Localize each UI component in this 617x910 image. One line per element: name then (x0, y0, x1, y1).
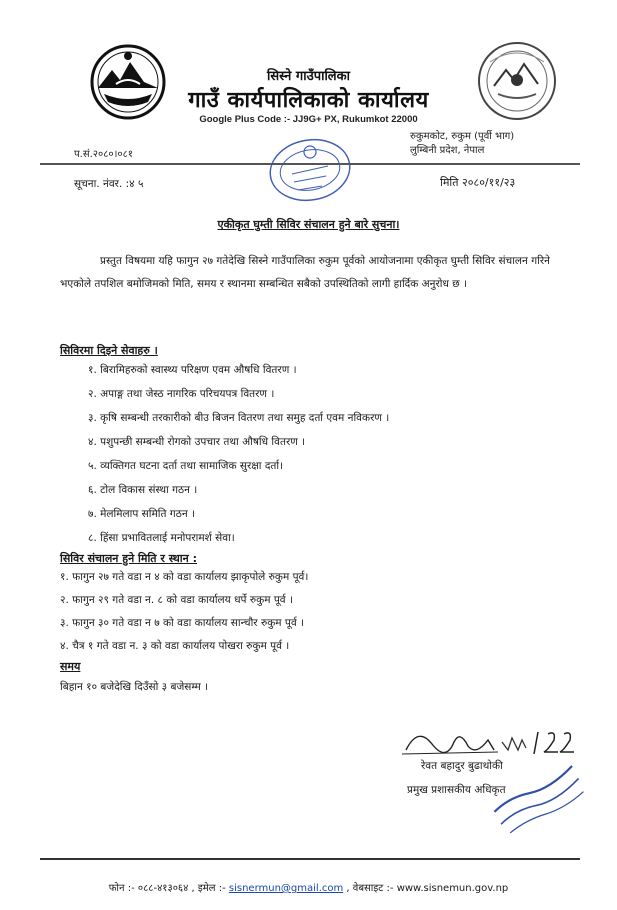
service-item: ७. मेलमिलाप समिति गठन । (88, 508, 195, 520)
service-item: ३. कृषि सम्बन्धी तरकारीको बीउ बिजन वितरण तथा समुह दर्ता एवम नविकरण । (88, 412, 390, 424)
footer-email-link[interactable]: sisnermun@gmail.com (228, 883, 344, 894)
service-item: ८. हिंसा प्रभावितलाई मनोपरामर्श सेवा। (88, 532, 235, 544)
address-line-1: रुकुमकोट, रुकुम (पूर्वी भाग) (410, 131, 515, 142)
signatory-name: रेवत बहादुर बुढाथोकी (421, 760, 503, 772)
header-divider (40, 163, 580, 165)
service-item: २. अपाङ्ग तथा जेस्ठ नागरिक परिचयपत्र वितरण । (88, 388, 275, 400)
google-plus-code: Google Plus Code :- JJ9G+ PX, Rukumkot 22000 (199, 114, 418, 125)
service-item: ५. व्यक्तिगत घटना दर्ता तथा सामाजिक सुरक्षा दर्ता। (88, 460, 284, 472)
reference-number: प.सं.२०८०।०८१ (74, 149, 133, 160)
services-heading: सिविरमा दिइने सेवाहरु । (60, 344, 158, 357)
footer-phone: फोन :- ०८८-४१३०६४ , इमेल :- (108, 883, 226, 894)
footer-website-link[interactable]: www.sisnemun.gov.np (396, 883, 509, 894)
services-list (88, 358, 389, 550)
schedule-heading: सिविर संचालन हुने मिति र स्थान : (60, 552, 197, 565)
footer-website-label: , वेबसाइट :- (346, 883, 394, 894)
notice-date: मिति २०८०/११/२३ (440, 176, 516, 189)
schedule-item: ४. चैत्र १ गते वडा न. ३ को वडा कार्यालय पोखरा रुकुम पूर्व । (60, 640, 290, 652)
time-text: बिहान १० बजेदेखि दिउँसो ३ बजेसम्म । (60, 681, 209, 693)
service-item: ४. पशुपन्छी सम्बन्धी रोगको उपचार तथा औषधि वितरण । (88, 436, 306, 448)
schedule-list (60, 566, 308, 658)
footer-divider (40, 858, 580, 860)
municipality-name: सिस्ने गाउँपालिका (267, 69, 350, 84)
signatory-title: प्रमुख प्रशासकीय अधिकृत (407, 784, 506, 796)
office-name: गाउँ कार्यपालिकाको कार्यालय (188, 88, 429, 113)
schedule-item: १. फागुन २७ गते वडा न ४ को वडा कार्यालय झाकृपोले रुकुम पूर्व। (60, 571, 309, 583)
service-item: ६. टोल विकास संस्था गठन । (88, 484, 198, 496)
service-item: १. बिरामिहरुको स्वास्थ्य परिक्षण एवम औषधि वितरण । (88, 364, 297, 376)
subject (0, 213, 617, 232)
schedule-item: २. फागुन २९ गते वडा न. ८ को वडा कार्यालय धर्पे रुकुम पूर्व । (60, 594, 293, 606)
time-heading: समय (60, 660, 81, 673)
address-line-2: लुम्बिनी प्रदेश, नेपाल (410, 145, 485, 156)
address-block (410, 130, 514, 158)
body-paragraph: प्रस्तुत विषयमा यहि फागुन २७ गतेदेखि सिस्ने गाउँपालिका रुकुम पूर्वको आयोजनामा एकीकृत घुम्ती सिविर संचालन गरिने भएकोले तपशिल बमोजिमको मिति, समय र स्थानमा सम्बन्धित सबैको उपस्थितिको लागी हार्दिक अनुरोध छ । (60, 255, 550, 290)
schedule-item: ३. फागुन ३० गते वडा न ७ को वडा कार्यालय सान्चौर रुकुम पूर्व । (60, 617, 305, 629)
signatory-stamp (480, 740, 592, 844)
office-stamp (264, 128, 356, 212)
subject-text: एकीकृत घुम्ती सिविर संचालन हुने बारे सुचना। (217, 218, 400, 231)
footer (0, 880, 617, 894)
notice-number: सूचना. नंवर. :४ ५ (74, 178, 144, 190)
